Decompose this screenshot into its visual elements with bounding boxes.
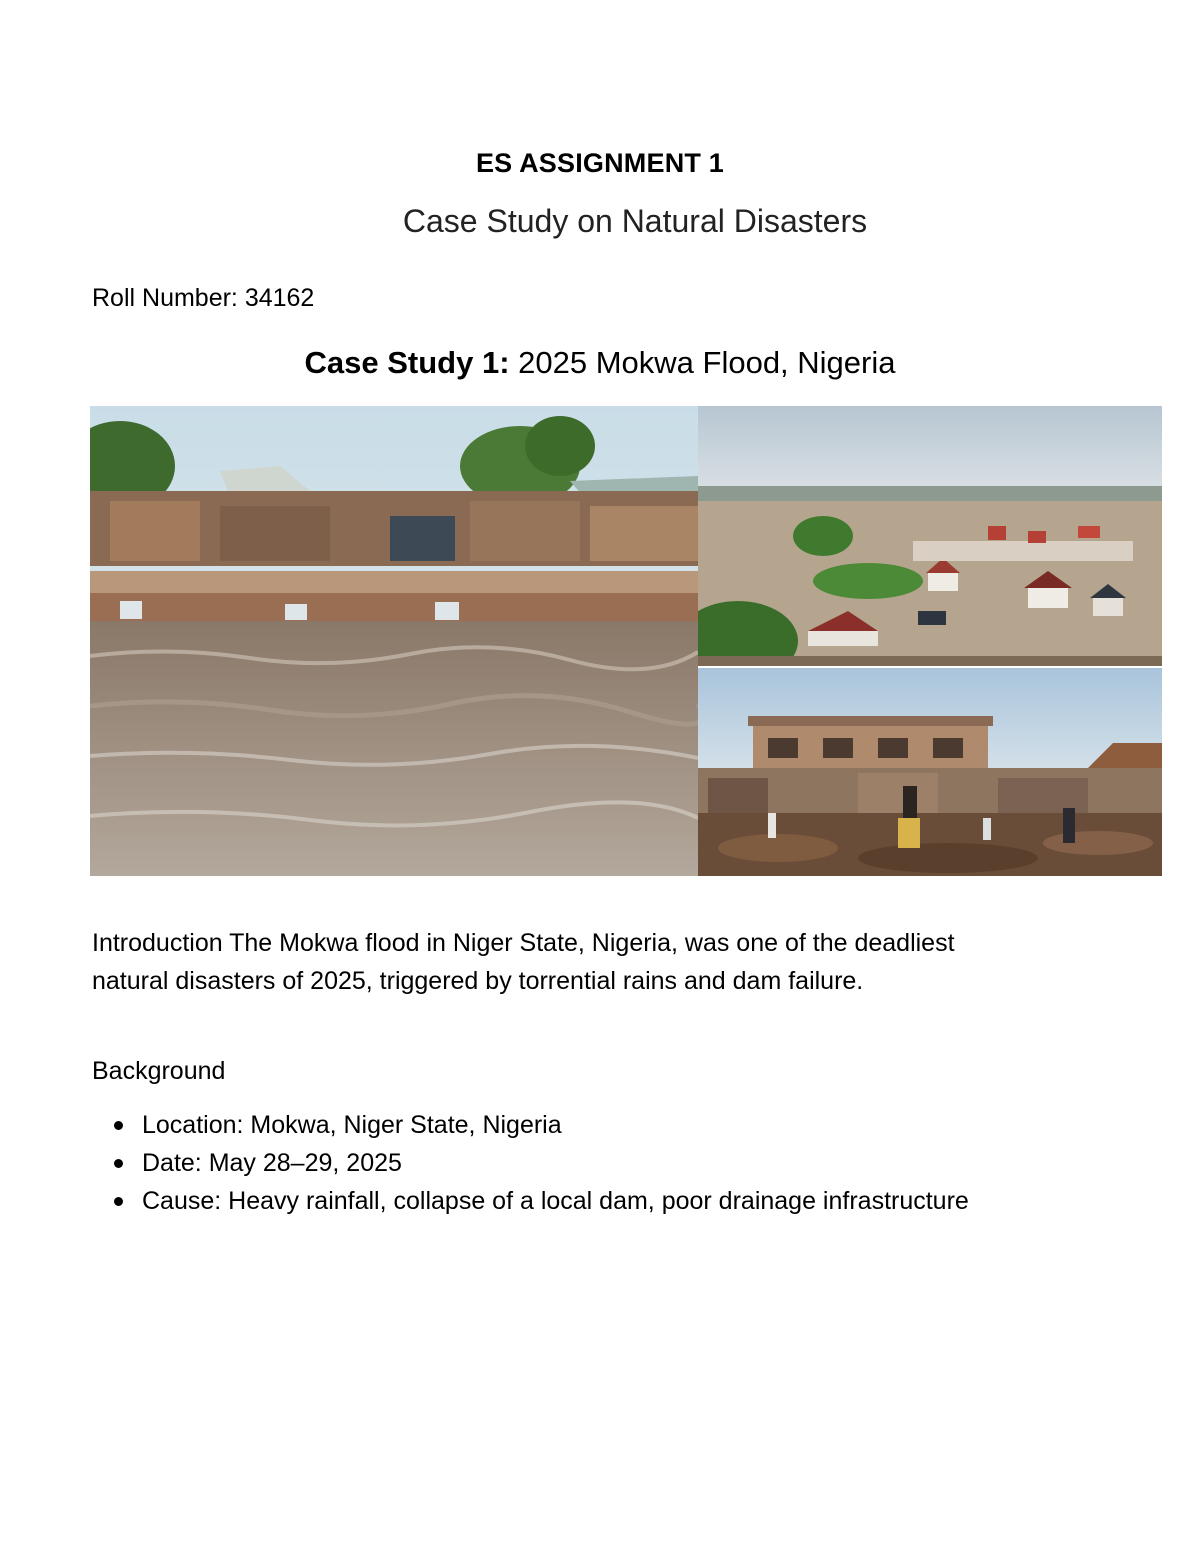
list-item-text: Location: Mokwa, Niger State, Nigeria — [142, 1111, 562, 1139]
bullet-icon — [114, 1197, 123, 1206]
background-heading: Background — [92, 1057, 226, 1085]
bullet-icon — [114, 1159, 123, 1168]
list-item — [92, 1144, 1172, 1182]
list-item — [92, 1106, 1172, 1144]
roll-number: Roll Number: 34162 — [92, 284, 315, 312]
case-study-name: 2025 Mokwa Flood, Nigeria — [509, 345, 896, 380]
case-study-heading — [0, 345, 1200, 381]
list-item-text: Cause: Heavy rainfall, collapse of a local dam, poor drainage infrastructure — [142, 1187, 969, 1215]
flood-waters-photo — [90, 406, 698, 876]
background-list — [92, 1106, 1172, 1220]
destroyed-buildings-photo — [698, 668, 1162, 876]
document-title: ES ASSIGNMENT 1 — [475, 148, 725, 178]
document-subtitle: Case Study on Natural Disasters — [402, 203, 868, 239]
list-item-text: Date: May 28–29, 2025 — [142, 1149, 402, 1177]
list-item — [92, 1182, 1172, 1220]
bullet-icon — [114, 1121, 123, 1130]
introduction-paragraph: Introduction The Mokwa flood in Niger State, Nigeria, was one of the deadliest natural disasters of 2025, triggered by torrential rains and dam failure. — [92, 929, 955, 995]
submerged-town-aerial-photo — [698, 406, 1162, 666]
case-study-label: Case Study 1: — [304, 345, 510, 380]
